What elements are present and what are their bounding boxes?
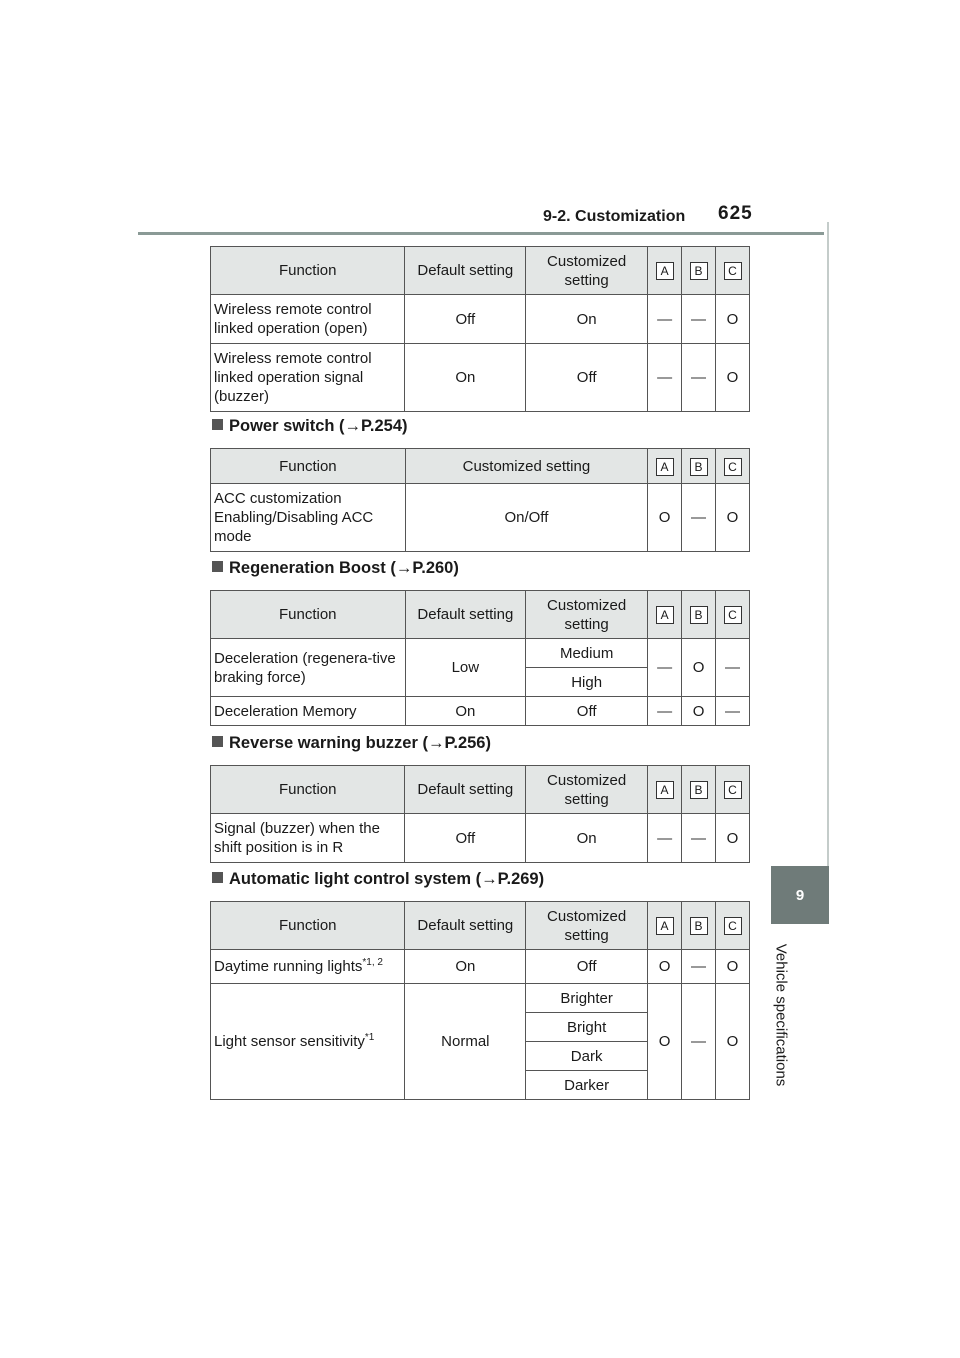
chapter-tab: 9 xyxy=(771,866,829,924)
table-row xyxy=(211,344,750,412)
section-title-automatic-light-control: Automatic light control system (→P.269) xyxy=(212,870,544,889)
c-cell: O xyxy=(716,484,750,552)
section-title-regeneration-boost: Regeneration Boost (→P.260) xyxy=(212,559,459,578)
col-a: A xyxy=(656,917,674,935)
table-header-row xyxy=(211,766,750,814)
square-bullet-icon xyxy=(212,736,223,747)
table-row xyxy=(211,484,750,552)
col-function: Function xyxy=(211,766,405,814)
footnote-mark: *1 xyxy=(364,1032,375,1043)
table-row xyxy=(211,814,750,863)
custom-cell: High xyxy=(526,668,648,697)
default-cell: On xyxy=(405,950,526,984)
custom-cell: Dark xyxy=(526,1042,648,1071)
default-cell: Normal xyxy=(405,984,526,1100)
col-b: B xyxy=(690,458,708,476)
col-customized: Customized setting xyxy=(526,766,648,814)
b-cell: — xyxy=(682,950,716,984)
a-cell: — xyxy=(648,295,682,344)
function-cell: Wireless remote control linked operation (open) xyxy=(211,295,405,344)
square-bullet-icon xyxy=(212,419,223,430)
b-cell: — xyxy=(682,984,716,1100)
custom-cell: On xyxy=(526,814,648,863)
custom-cell: Brighter xyxy=(526,984,648,1013)
chapter-label: Vehicle specifications xyxy=(772,943,790,1086)
c-cell: O xyxy=(716,814,750,863)
col-customized: Customized setting xyxy=(526,591,648,639)
function-cell: Daytime running lights$^{*1, 2}$ xyxy=(211,950,405,984)
table-row xyxy=(211,639,750,668)
default-cell: On xyxy=(405,697,526,726)
custom-cell: Bright xyxy=(526,1013,648,1042)
col-default: Default setting xyxy=(405,902,526,950)
table-row xyxy=(211,950,750,984)
side-rule xyxy=(827,222,829,867)
col-c: C xyxy=(724,262,742,280)
c-cell: O xyxy=(716,344,750,412)
col-c: C xyxy=(724,781,742,799)
a-cell: O xyxy=(648,484,682,552)
default-cell: Off xyxy=(405,295,526,344)
function-cell: Wireless remote control linked operation signal (buzzer) xyxy=(211,344,405,412)
function-cell: ACC customization Enabling/Disabling ACC mode xyxy=(211,484,406,552)
custom-cell: Off xyxy=(526,344,648,412)
a-cell: — xyxy=(648,697,682,726)
function-cell: Deceleration (regenera-tive braking force) xyxy=(211,639,406,697)
arrow-icon: → xyxy=(427,734,445,752)
table-reverse-warning-buzzer xyxy=(210,765,750,863)
page-number: 625 xyxy=(718,203,753,224)
default-cell: On xyxy=(405,344,526,412)
table-automatic-light-control xyxy=(210,901,750,1100)
header-rule xyxy=(138,232,824,235)
table-row xyxy=(211,295,750,344)
col-function: Function xyxy=(211,591,406,639)
c-cell: O xyxy=(716,984,750,1100)
function-cell: Signal (buzzer) when the shift position is in R xyxy=(211,814,405,863)
custom-cell: Medium xyxy=(526,639,648,668)
default-cell: Off xyxy=(405,814,526,863)
table-regeneration-boost xyxy=(210,590,750,726)
c-cell: O xyxy=(716,295,750,344)
section-title-reverse-warning-buzzer: Reverse warning buzzer (→P.256) xyxy=(212,734,491,753)
col-function: Function xyxy=(211,449,406,484)
table-row xyxy=(211,984,750,1013)
col-c: C xyxy=(724,917,742,935)
arrow-icon: → xyxy=(395,559,413,577)
a-cell: — xyxy=(648,344,682,412)
table-header-row xyxy=(211,247,750,295)
col-a: A xyxy=(656,458,674,476)
b-cell: — xyxy=(682,814,716,863)
c-cell: — xyxy=(716,697,750,726)
col-customized: Customized setting xyxy=(526,902,648,950)
section-title-power-switch: Power switch (→P.254) xyxy=(212,417,408,436)
col-b: B xyxy=(690,781,708,799)
b-cell: O xyxy=(682,639,716,697)
col-a: A xyxy=(656,262,674,280)
col-customized: Customized setting xyxy=(526,247,648,295)
custom-cell: Off xyxy=(526,697,648,726)
c-cell: — xyxy=(716,639,750,697)
col-b: B xyxy=(690,262,708,280)
b-cell: — xyxy=(682,295,716,344)
function-cell: Light sensor sensitivity$^{*1}$ xyxy=(211,984,405,1100)
col-function: Function xyxy=(211,902,405,950)
footnote-mark: *1, 2 xyxy=(362,957,383,968)
col-a: A xyxy=(656,781,674,799)
function-cell: Deceleration Memory xyxy=(211,697,406,726)
a-cell: O xyxy=(648,950,682,984)
custom-cell: On/Off xyxy=(405,484,647,552)
col-default: Default setting xyxy=(405,247,526,295)
col-c: C xyxy=(724,458,742,476)
c-cell: O xyxy=(716,950,750,984)
col-default: Default setting xyxy=(405,591,526,639)
b-cell: O xyxy=(682,697,716,726)
col-default: Default setting xyxy=(405,766,526,814)
table-wireless-remote xyxy=(210,246,750,412)
col-b: B xyxy=(690,917,708,935)
col-customized: Customized setting xyxy=(405,449,647,484)
col-function: Function xyxy=(211,247,405,295)
default-cell: Low xyxy=(405,639,526,697)
custom-cell: Darker xyxy=(526,1071,648,1100)
b-cell: — xyxy=(682,484,716,552)
arrow-icon: → xyxy=(481,870,498,888)
table-header-row xyxy=(211,449,750,484)
col-c: C xyxy=(724,606,742,624)
section-header: 9-2. Customization xyxy=(543,208,686,225)
b-cell: — xyxy=(682,344,716,412)
table-power-switch xyxy=(210,448,750,552)
square-bullet-icon xyxy=(212,561,223,572)
arrow-icon: → xyxy=(344,417,362,435)
custom-cell: On xyxy=(526,295,648,344)
custom-cell: Off xyxy=(526,950,648,984)
col-a: A xyxy=(656,606,674,624)
table-header-row xyxy=(211,902,750,950)
a-cell: O xyxy=(648,984,682,1100)
a-cell: — xyxy=(648,814,682,863)
table-header-row xyxy=(211,591,750,639)
col-b: B xyxy=(690,606,708,624)
square-bullet-icon xyxy=(212,872,223,883)
a-cell: — xyxy=(648,639,682,697)
table-row xyxy=(211,697,750,726)
